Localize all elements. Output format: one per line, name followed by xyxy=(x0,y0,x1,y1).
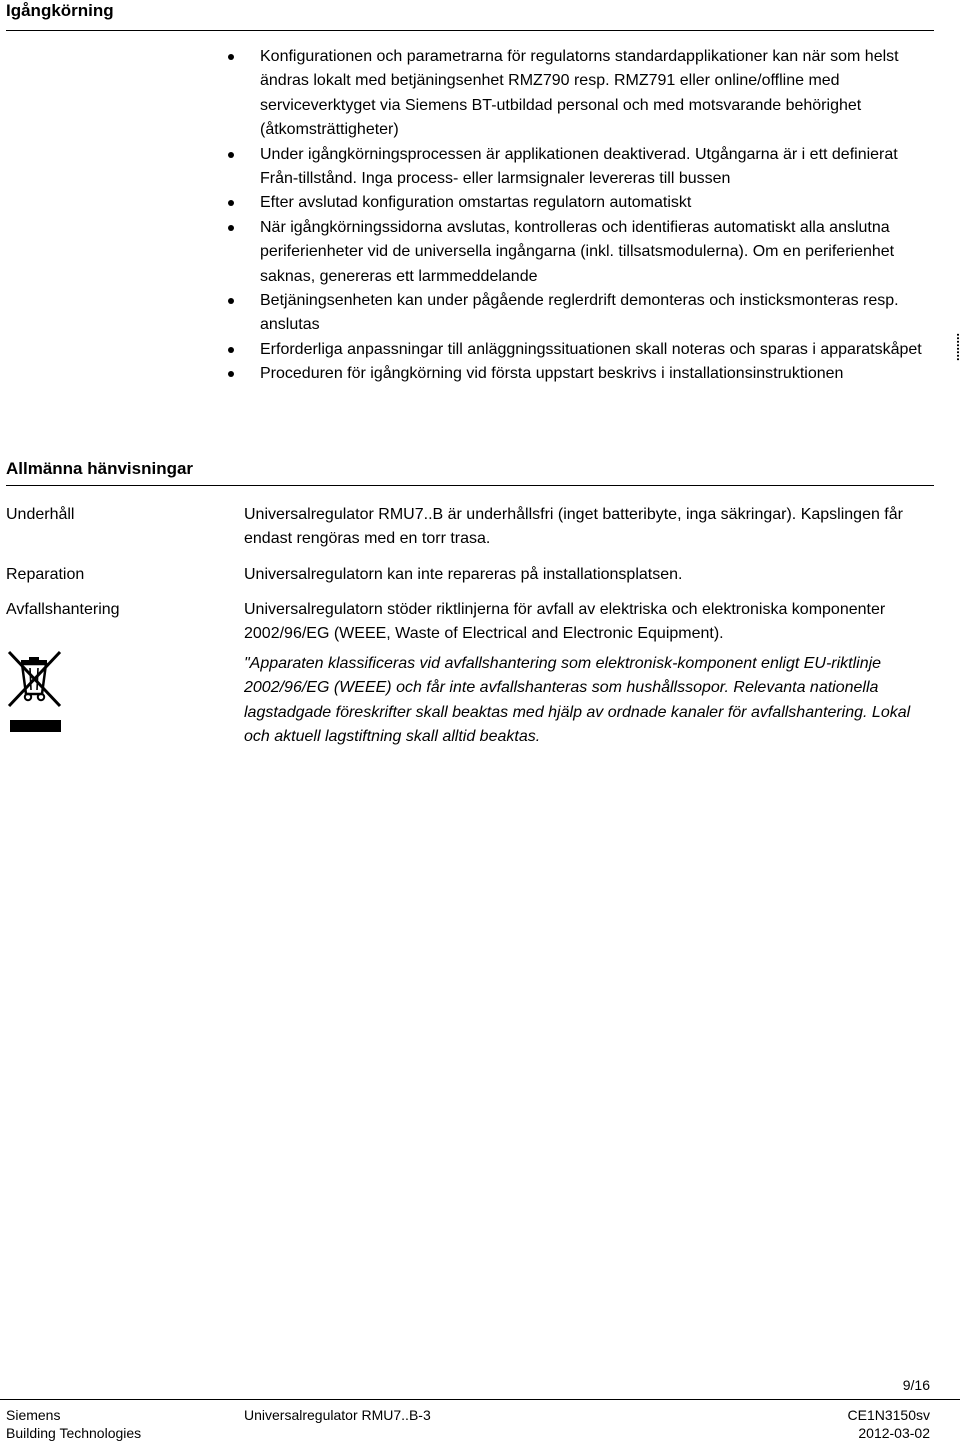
list-item: Efter avslutad konfiguration omstartas regulatorn automatiskt xyxy=(224,191,930,215)
weee-crossed-bin-icon xyxy=(4,648,64,734)
list-item: När igångkörningssidorna avslutas, kontrolleras och identifieras automatiskt alla anslutna periferienheter vid de universella ingångarna (inkl. tillsatsmodulerna). Om en periferienhet saknas, genereras ett larmmeddelande xyxy=(224,216,930,289)
margin-marker-dots xyxy=(956,333,960,361)
maintenance-text: Universalregulator RMU7..B är underhållsfri (inget batteribyte, inga säkringar). Kapslingen får endast rengöras med en torr trasa. xyxy=(244,506,903,548)
section-title-general-notes: Allmänna hänvisningar xyxy=(6,457,934,486)
list-item: Under igångkörningsprocessen är applikationen deaktiverad. Utgångarna är i ett definierat Från-tillstånd. Inga process- eller larmsignaler levereras till bussen xyxy=(224,143,930,192)
label-disposal: Avfallshantering xyxy=(6,601,120,618)
list-item: Erforderliga anpassningar till anläggningssituationen skall noteras och sparas i apparatskåpet xyxy=(224,338,930,362)
label-maintenance: Underhåll xyxy=(6,506,75,523)
footer-doc-id: CE1N3150sv xyxy=(847,1407,930,1423)
footer-product: Universalregulator RMU7..B-3 xyxy=(244,1407,431,1423)
list-item: Betjäningsenheten kan under pågående reglerdrift demonteras och insticksmonteras resp. anslutas xyxy=(224,289,930,338)
disposal-text: Universalregulatorn stöder riktlinjerna för avfall av elektriska och elektroniska komponenter 2002/96/EG (WEEE, Waste of Electrical and Electronic Equipment). xyxy=(244,601,886,643)
repair-text: Universalregulatorn kan inte repareras på installationsplatsen. xyxy=(244,566,683,583)
list-item: Konfigurationen och parametrarna för regulatorns standardapplikationer kan när som helst ändras lokalt med betjäningsenhet RMZ790 resp. RMZ791 eller online/offline med serviceverktyget via Siemens BT-utbildad personal och med motsvarande behörighet (åtkomsträttigheter) xyxy=(224,45,930,143)
page-number: 9/16 xyxy=(902,1377,930,1393)
section-title-commissioning: Igångkörning xyxy=(6,0,934,31)
footer-date: 2012-03-02 xyxy=(858,1425,930,1441)
footer-company: Siemens xyxy=(6,1407,61,1423)
commissioning-bullet-list xyxy=(224,45,930,387)
disposal-note: "Apparaten klassificeras vid avfallshantering som elektronisk-komponent enligt EU-riktlinje 2002/96/EG (WEEE) och får inte avfallshanteras som hushållssopor. Relevanta nationella lagstadgade föreskrifter skall beaktas med hjälp av ordnade kanaler för avfallshantering. Lokal och aktuell lagstiftning skall alltid beaktas. xyxy=(244,655,911,746)
footer-division: Building Technologies xyxy=(6,1425,142,1441)
list-item: Proceduren för igångkörning vid första uppstart beskrivs i installationsinstruktionen xyxy=(224,362,930,386)
label-repair: Reparation xyxy=(6,566,85,583)
footer-divider xyxy=(0,1399,960,1400)
